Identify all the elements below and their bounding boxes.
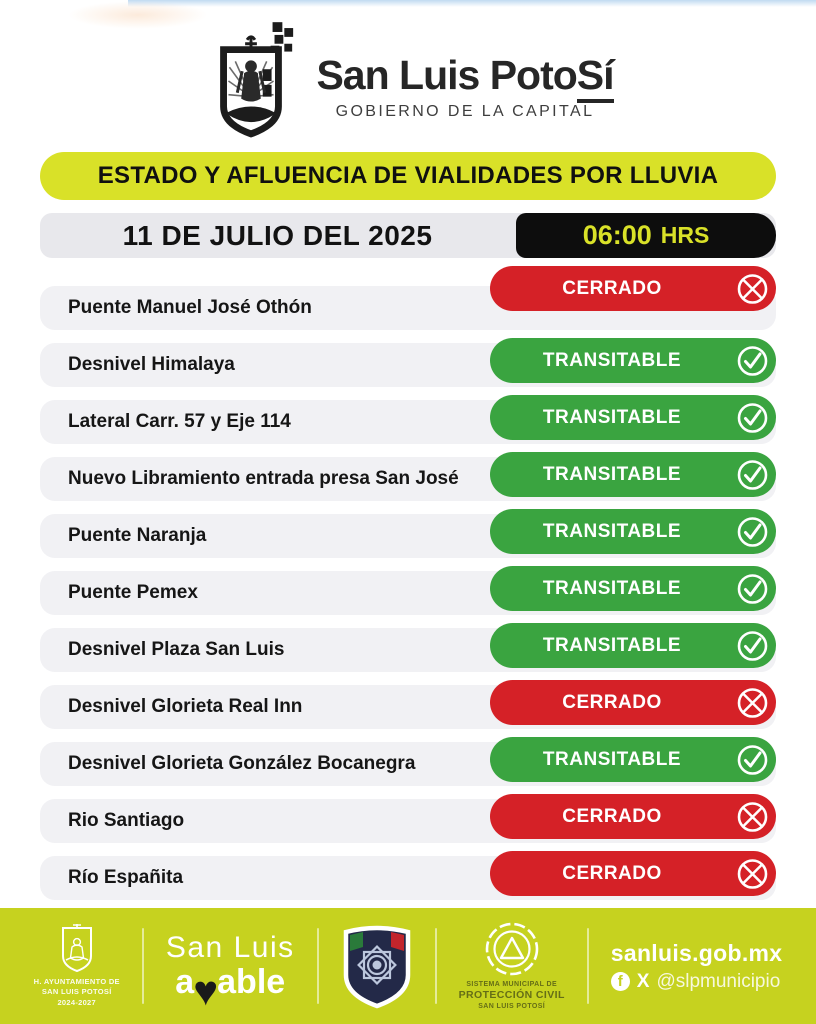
road-status-list xyxy=(40,277,776,900)
status-badge xyxy=(490,338,776,383)
social-handle: @slpmunicipio xyxy=(656,970,781,992)
brand-title: San Luis PotoSí xyxy=(316,54,613,97)
time-unit: HRS xyxy=(660,222,710,248)
status-badge xyxy=(490,737,776,782)
footer-divider xyxy=(435,928,437,1004)
status-label: TRANSITABLE xyxy=(542,463,682,485)
ayuntamiento-crest-icon xyxy=(57,924,97,974)
status-badge xyxy=(490,452,776,497)
road-row xyxy=(40,457,776,501)
police-shield-icon xyxy=(341,923,413,1009)
check-circle-icon xyxy=(736,458,769,491)
status-label: TRANSITABLE xyxy=(542,406,682,428)
road-row xyxy=(40,571,776,615)
status-badge xyxy=(490,851,776,896)
san-luis-potosi-crest-icon xyxy=(202,20,300,145)
road-row xyxy=(40,799,776,843)
civil-protection-emblem-icon xyxy=(484,921,540,977)
road-name: Desnivel Himalaya xyxy=(68,354,235,375)
road-row xyxy=(40,742,776,786)
check-circle-icon xyxy=(736,743,769,776)
civil-protection-logo xyxy=(459,921,565,1012)
footer-contact-section xyxy=(611,940,783,993)
website-url: sanluis.gob.mx xyxy=(610,939,783,966)
status-label: CERRADO xyxy=(562,862,662,884)
check-circle-icon xyxy=(736,629,769,662)
status-badge xyxy=(490,566,776,611)
road-row xyxy=(40,514,776,558)
amable-wordmark xyxy=(165,931,295,1014)
crossed-circle-icon xyxy=(736,686,769,719)
status-label: TRANSITABLE xyxy=(542,520,682,542)
status-badge xyxy=(490,509,776,554)
brand-subtitle: GOBIERNO DE LA CAPITAL xyxy=(335,103,595,121)
crossed-circle-icon xyxy=(736,857,769,890)
banner-title: ESTADO Y AFLUENCIA DE VIALIDADES POR LLUVIA xyxy=(40,152,776,200)
wordmark-amable: a ♥ able xyxy=(175,963,286,1014)
status-badge xyxy=(490,794,776,839)
civil-protection-caption: SISTEMA MUNICIPAL DE PROTECCIÓN CIVIL SAN LUIS POTOSÍ xyxy=(458,980,565,1010)
road-name: Lateral Carr. 57 y Eje 114 xyxy=(68,411,291,432)
status-label: CERRADO xyxy=(562,277,662,299)
road-row xyxy=(40,628,776,672)
date-bar xyxy=(40,213,776,258)
road-name: Desnivel Glorieta Real Inn xyxy=(68,696,303,717)
road-row xyxy=(40,343,776,387)
road-name: Rio Santiago xyxy=(68,810,185,831)
facebook-icon: f xyxy=(611,972,630,991)
police-badge-logo xyxy=(341,923,413,1009)
footer-divider xyxy=(142,928,144,1004)
wordmark-san-luis: San Luis xyxy=(165,931,295,964)
status-badge xyxy=(490,266,776,311)
road-name: Puente Naranja xyxy=(68,525,207,546)
road-row xyxy=(40,856,776,900)
check-circle-icon xyxy=(736,572,769,605)
time-value: 06:00 xyxy=(582,220,652,250)
road-row xyxy=(40,400,776,444)
status-label: TRANSITABLE xyxy=(542,577,682,599)
status-badge xyxy=(490,395,776,440)
time-badge xyxy=(516,213,776,258)
check-circle-icon xyxy=(736,515,769,548)
status-badge xyxy=(490,623,776,668)
crossed-circle-icon xyxy=(736,800,769,833)
ayuntamiento-logo-section xyxy=(34,924,120,1009)
status-label: CERRADO xyxy=(562,805,662,827)
date-label: 11 DE JULIO DEL 2025 xyxy=(122,219,433,251)
status-label: TRANSITABLE xyxy=(542,748,682,770)
road-name: Puente Pemex xyxy=(68,582,198,603)
footer-divider xyxy=(317,928,319,1004)
road-row xyxy=(40,277,776,330)
road-name: Nuevo Libramiento entrada presa San José xyxy=(68,468,459,489)
top-edge-artifact xyxy=(128,0,816,7)
crossed-circle-icon xyxy=(736,272,769,305)
check-circle-icon xyxy=(736,401,769,434)
brand-title-si: Sí xyxy=(577,52,614,103)
road-name: Desnivel Plaza San Luis xyxy=(68,639,285,660)
check-circle-icon xyxy=(736,344,769,377)
heart-icon: ♥ xyxy=(193,966,219,1014)
road-name: Río Españita xyxy=(68,867,184,888)
top-edge-artifact xyxy=(68,1,208,29)
footer xyxy=(0,908,816,1024)
status-label: TRANSITABLE xyxy=(542,634,682,656)
ayuntamiento-caption: H. AYUNTAMIENTO DE SAN LUIS POTOSÍ 2024-2027 xyxy=(33,976,120,1007)
footer-divider xyxy=(587,928,589,1004)
status-label: CERRADO xyxy=(562,691,662,713)
road-name: Puente Manuel José Othón xyxy=(68,297,312,318)
status-label: TRANSITABLE xyxy=(542,349,682,371)
x-icon: X xyxy=(636,970,650,992)
road-name: Desnivel Glorieta González Bocanegra xyxy=(68,753,416,774)
status-badge xyxy=(490,680,776,725)
road-row xyxy=(40,685,776,729)
